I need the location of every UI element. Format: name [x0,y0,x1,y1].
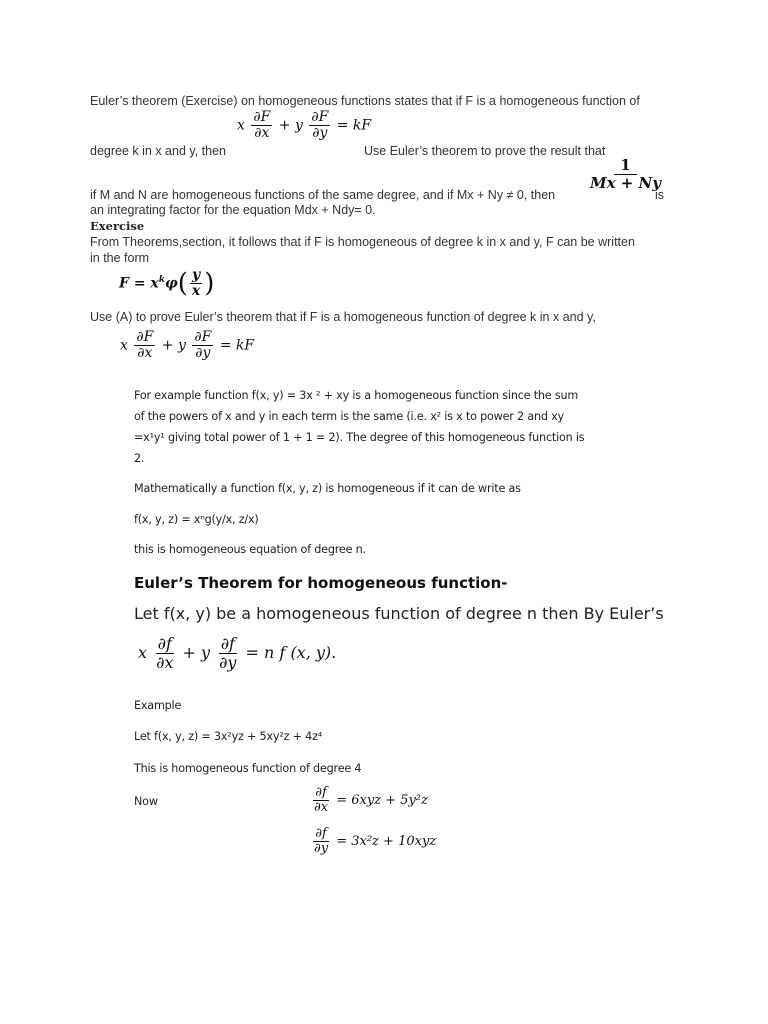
intro-line-1: Euler’s theorem (Exercise) on homogeneous functions states that if F is a homogeneous function of [90,94,640,108]
paragraph-4: this is homogeneous equation of degree n. [134,543,366,556]
partial-derivative-y: $\frac{\partial f}{\partial y}$ = 3x²z + 10xyz [314,826,437,856]
intro-line-3-is: is [655,188,665,202]
intro-line-2a: degree k in x and y, then [90,144,226,158]
euler-equation-3: x $\frac{\partial f}{\partial x}$ + y $\frac{\partial f}{\partial y}$ = n f (x, y). [138,634,337,672]
partial-derivative-x: $\frac{\partial f}{\partial x}$ = 6xyz + 5y²z [314,785,428,815]
paragraph-1-line-1: For example function f(x, y) = 3x ² + xy is a homogeneous function since the sum [134,389,579,402]
section-subheading: Let f(x, y) be a homogeneous function of degree n then By Euler’s [134,604,664,623]
integrating-factor-fraction: $\frac{1}{Mx + Ny}$ [590,156,661,192]
example-label: Example [134,699,182,712]
example-function: Let f(x, y, z) = 3x²yz + 5xy²z + 4z⁴ [134,730,323,743]
section-heading: Euler’s Theorem for homogeneous function- [134,574,508,592]
homogeneous-form-equation: $F = x^k\varphi$( $\frac{y}{x}$ ) [119,267,215,299]
paragraph-1-line-2: of the powers of x and y in each term is the same (i.e. x² is x to power 2 and xy [134,410,564,423]
intro-line-4: an integrating factor for the equation Mdx + Ndy= 0. [90,203,376,217]
paragraph-1-line-3: =x¹y¹ giving total power of 1 + 1 = 2). The degree of this homogeneous function is [134,431,585,444]
euler-equation-1: x $\frac{\partial F}{\partial x}$ + y $\frac{\partial F}{\partial y}$ = kF [237,109,372,141]
exercise-label: Exercise [90,219,145,233]
intro-line-6: in the form [90,251,150,265]
paragraph-3: f(x, y, z) = xⁿg(y/x, z/x) [134,513,259,526]
paragraph-2: Mathematically a function f(x, y, z) is homogeneous if it can de write as [134,482,521,495]
now-label: Now [134,795,158,808]
paragraph-1-line-4: 2. [134,452,145,465]
intro-line-2b: Use Euler’s theorem to prove the result that [364,144,606,158]
intro-line-5: From Theorems,section, it follows that if F is homogeneous of degree k in x and y, F can be written [90,235,635,249]
intro-line-7: Use (A) to prove Euler’s theorem that if F is a homogeneous function of degree k in x and y, [90,310,596,324]
euler-equation-2: x $\frac{\partial F}{\partial x}$ + y $\frac{\partial F}{\partial y}$ = kF [120,329,255,361]
intro-line-3: if M and N are homogeneous functions of the same degree, and if Mx + Ny ≠ 0, then [90,188,556,202]
example-degree: This is homogeneous function of degree 4 [134,762,362,775]
